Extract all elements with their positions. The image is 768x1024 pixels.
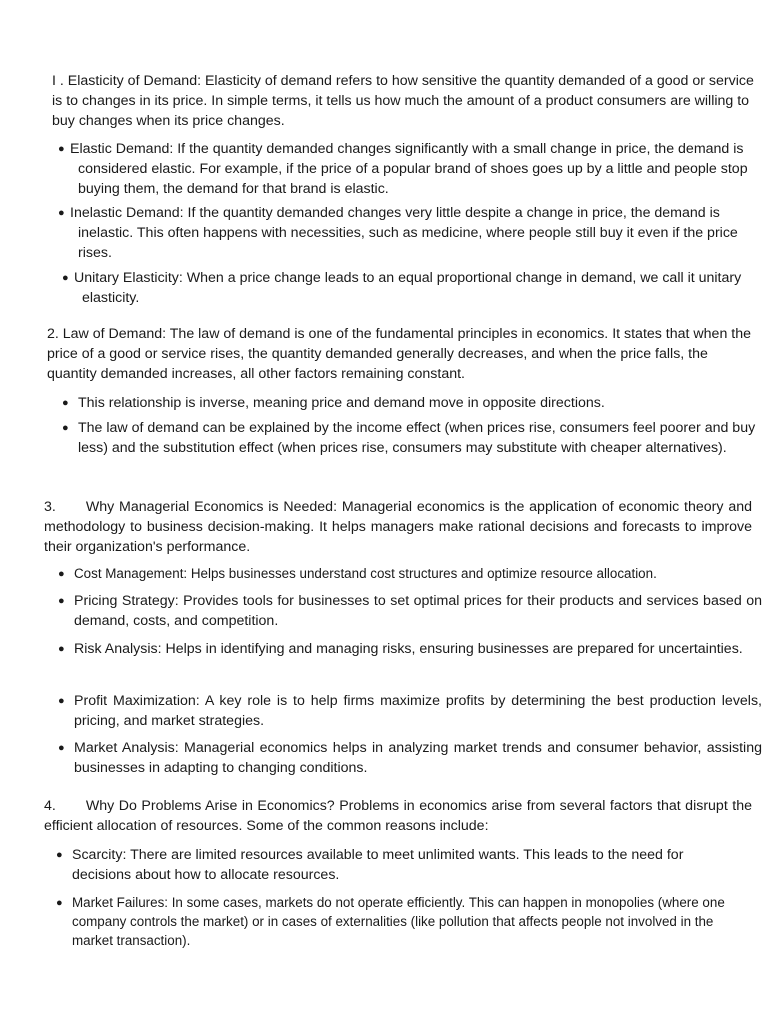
section1-bullet-elastic (58, 139, 758, 199)
bullet-icon: ● (58, 143, 65, 155)
section4-bullet-scarcity (56, 845, 736, 885)
bullet-text: Market Failures: In some cases, markets do not operate efficiently. This can happen in monopolies (where one company controls the market) or in cases of externalities (like pollution that affects people not involved in the market transaction). (72, 895, 725, 948)
section1-bullet-inelastic (58, 203, 762, 263)
bullet-icon: ● (58, 643, 65, 655)
section4-intro-text: Why Do Problems Arise in Economics? Problems in economics arise from several factors that disrupt the efficient allocation of resources. Some of the common reasons include: (44, 798, 752, 834)
bullet-icon: ● (58, 568, 65, 580)
section3-bullet-cost (58, 564, 762, 583)
bullet-icon: ● (58, 695, 65, 707)
section1-bullet-unitary (62, 268, 762, 308)
bullet-icon: ● (62, 397, 69, 409)
bullet-icon: ● (58, 595, 65, 607)
section4-bullet-market-failures (56, 893, 746, 950)
bullet-text: Market Analysis: Managerial economics helps in analyzing market trends and consumer behavior, assisting businesses in adapting to changing conditions. (74, 740, 762, 776)
bullet-text: The law of demand can be explained by the income effect (when prices rise, consumers feel poorer and buy less) and the substitution effect (when prices rise, consumers may substitute with cheaper alternatives). (78, 420, 756, 456)
section3-intro-text: Why Managerial Economics is Needed: Managerial economics is the application of economic theory and methodology to business decision-making. It helps managers make rational decisions and forecasts to improve their organization's performance. (44, 499, 752, 555)
section3-bullet-risk (58, 638, 762, 661)
bullet-text: Elastic Demand: If the quantity demanded changes significantly with a small change in price, the demand is considered elastic. For example, if the price of a popular brand of shoes goes up by a little and people stop buying them, the demand for that brand is elastic. (70, 141, 748, 197)
bullet-text: Profit Maximization: A key role is to help firms maximize profits by determining the best production levels, pricing, and market strategies. (74, 693, 762, 729)
bullet-text: Cost Management: Helps businesses understand cost structures and optimize resource allocation. (74, 566, 657, 581)
bullet-text: Inelastic Demand: If the quantity demanded changes very little despite a change in price, the demand is inelastic. This often happens with necessities, such as medicine, where people still buy it even if the price rises. (70, 205, 738, 261)
section2-intro: 2. Law of Demand: The law of demand is one of the fundamental principles in economics. It states that when the price of a good or service rises, the quantity demanded generally decreases, and when the price falls, the quantity demanded increases, all other factors remaining constant. (47, 326, 751, 382)
bullet-text: Scarcity: There are limited resources available to meet unlimited wants. This leads to the need for decisions about how to allocate resources. (72, 847, 684, 883)
bullet-text: Pricing Strategy: Provides tools for businesses to set optimal prices for their products and services based on demand, costs, and competition. (74, 593, 762, 629)
section3-bullet-profit (58, 691, 762, 731)
bullet-icon: ● (56, 897, 63, 909)
section4-intro (44, 796, 752, 836)
bullet-icon: ● (58, 207, 65, 219)
section3-number: 3. (44, 499, 56, 515)
section3-intro (44, 497, 752, 557)
bullet-text: Unitary Elasticity: When a price change leads to an equal proportional change in demand, we call it unitary elasticity. (74, 270, 742, 306)
bullet-icon: ● (56, 849, 63, 861)
section3-bullet-market (58, 738, 762, 778)
bullet-icon: ● (62, 422, 69, 434)
bullet-icon: ● (58, 742, 65, 754)
section3-bullet-pricing (58, 591, 762, 631)
section1-intro: I . Elasticity of Demand: Elasticity of demand refers to how sensitive the quantity demanded of a good or service is to changes in its price. In simple terms, it tells us how much the amount of a product consumers are willing to buy changes when its price changes. (52, 73, 754, 129)
section2-bullet-inverse (62, 393, 762, 413)
section2-bullet-effects (62, 418, 762, 458)
bullet-icon: ● (62, 272, 69, 284)
section4-number: 4. (44, 798, 56, 814)
bullet-text: This relationship is inverse, meaning price and demand move in opposite directions. (78, 395, 605, 411)
bullet-text: Risk Analysis: Helps in identifying and managing risks, ensuring businesses are prepared for uncertainties. (74, 641, 743, 657)
